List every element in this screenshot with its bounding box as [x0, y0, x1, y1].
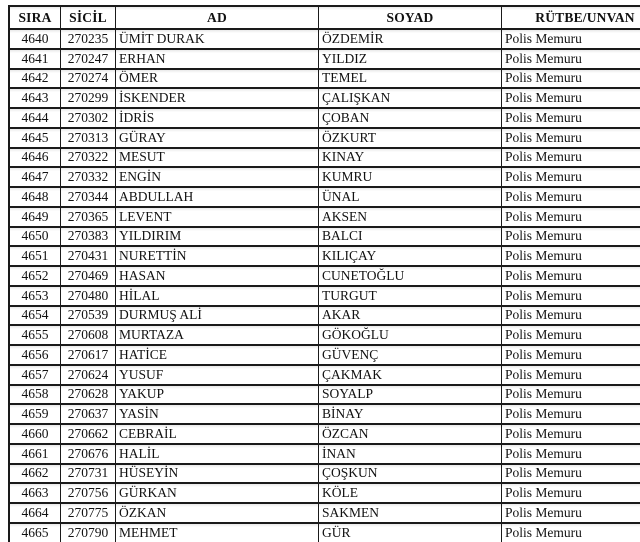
table-row [9, 69, 640, 89]
cell-ad: ÖZKAN [116, 503, 319, 523]
table-row [9, 523, 640, 542]
cell-ad: HATİCE [116, 345, 319, 365]
cell-soyad: BALCI [319, 227, 502, 247]
cell-sira: 4655 [9, 325, 61, 345]
cell-rutbe-unvan: Polis Memuru [502, 404, 640, 424]
cell-soyad: KUMRU [319, 167, 502, 187]
cell-sira: 4663 [9, 483, 61, 503]
cell-sicil: 270365 [61, 207, 116, 227]
cell-ad: YILDIRIM [116, 227, 319, 247]
cell-sicil: 270480 [61, 286, 116, 306]
cell-sira: 4664 [9, 503, 61, 523]
table-row [9, 29, 640, 49]
column-header-sicil: SİCİL [61, 6, 116, 29]
cell-ad: ABDULLAH [116, 187, 319, 207]
cell-rutbe-unvan: Polis Memuru [502, 385, 640, 405]
cell-soyad: ÇOŞKUN [319, 464, 502, 484]
cell-soyad: ÇAKMAK [319, 365, 502, 385]
cell-ad: ÖMER [116, 69, 319, 89]
cell-sicil: 270332 [61, 167, 116, 187]
cell-rutbe-unvan: Polis Memuru [502, 29, 640, 49]
cell-sicil: 270676 [61, 444, 116, 464]
cell-sicil: 270383 [61, 227, 116, 247]
cell-soyad: ÜNAL [319, 187, 502, 207]
cell-soyad: ÖZCAN [319, 424, 502, 444]
cell-sira: 4645 [9, 128, 61, 148]
table-row [9, 325, 640, 345]
cell-sicil: 270756 [61, 483, 116, 503]
cell-ad: NURETTİN [116, 246, 319, 266]
cell-sira: 4642 [9, 69, 61, 89]
cell-sira: 4652 [9, 266, 61, 286]
table-row [9, 187, 640, 207]
cell-soyad: TURGUT [319, 286, 502, 306]
cell-ad: ENGİN [116, 167, 319, 187]
cell-soyad: SOYALP [319, 385, 502, 405]
cell-soyad: ÇOBAN [319, 108, 502, 128]
cell-rutbe-unvan: Polis Memuru [502, 108, 640, 128]
cell-sicil: 270731 [61, 464, 116, 484]
cell-rutbe-unvan: Polis Memuru [502, 365, 640, 385]
cell-ad: HASAN [116, 266, 319, 286]
cell-sira: 4662 [9, 464, 61, 484]
table-row [9, 108, 640, 128]
table-row [9, 404, 640, 424]
cell-sicil: 270235 [61, 29, 116, 49]
table-row [9, 306, 640, 326]
cell-ad: HALİL [116, 444, 319, 464]
cell-soyad: ÖZKURT [319, 128, 502, 148]
cell-sira: 4643 [9, 88, 61, 108]
cell-sicil: 270247 [61, 49, 116, 69]
table-row [9, 444, 640, 464]
cell-sicil: 270299 [61, 88, 116, 108]
cell-ad: HİLAL [116, 286, 319, 306]
cell-rutbe-unvan: Polis Memuru [502, 167, 640, 187]
cell-rutbe-unvan: Polis Memuru [502, 503, 640, 523]
column-header-sira: SIRA [9, 6, 61, 29]
cell-sira: 4641 [9, 49, 61, 69]
cell-rutbe-unvan: Polis Memuru [502, 227, 640, 247]
cell-rutbe-unvan: Polis Memuru [502, 266, 640, 286]
cell-rutbe-unvan: Polis Memuru [502, 306, 640, 326]
column-header-rutbe-unvan: RÜTBE/UNVAN [502, 6, 640, 29]
cell-sicil: 270608 [61, 325, 116, 345]
cell-rutbe-unvan: Polis Memuru [502, 69, 640, 89]
cell-soyad: ÇALIŞKAN [319, 88, 502, 108]
cell-sicil: 270628 [61, 385, 116, 405]
cell-soyad: KÖLE [319, 483, 502, 503]
cell-rutbe-unvan: Polis Memuru [502, 148, 640, 168]
cell-sira: 4659 [9, 404, 61, 424]
cell-rutbe-unvan: Polis Memuru [502, 444, 640, 464]
cell-soyad: YILDIZ [319, 49, 502, 69]
cell-ad: ÜMİT DURAK [116, 29, 319, 49]
cell-ad: ERHAN [116, 49, 319, 69]
cell-sicil: 270274 [61, 69, 116, 89]
table-header-row [9, 6, 640, 29]
table-row [9, 483, 640, 503]
cell-soyad: KILIÇAY [319, 246, 502, 266]
cell-rutbe-unvan: Polis Memuru [502, 483, 640, 503]
cell-ad: YASİN [116, 404, 319, 424]
cell-rutbe-unvan: Polis Memuru [502, 187, 640, 207]
cell-rutbe-unvan: Polis Memuru [502, 424, 640, 444]
cell-ad: CEBRAİL [116, 424, 319, 444]
table-row [9, 424, 640, 444]
cell-ad: İSKENDER [116, 88, 319, 108]
cell-sira: 4651 [9, 246, 61, 266]
cell-soyad: BİNAY [319, 404, 502, 424]
column-header-soyad: SOYAD [319, 6, 502, 29]
cell-sicil: 270344 [61, 187, 116, 207]
cell-sicil: 270617 [61, 345, 116, 365]
cell-soyad: KINAY [319, 148, 502, 168]
column-header-ad: AD [116, 6, 319, 29]
cell-sicil: 270322 [61, 148, 116, 168]
cell-rutbe-unvan: Polis Memuru [502, 207, 640, 227]
cell-ad: DURMUŞ ALİ [116, 306, 319, 326]
cell-rutbe-unvan: Polis Memuru [502, 128, 640, 148]
cell-sira: 4657 [9, 365, 61, 385]
cell-sicil: 270313 [61, 128, 116, 148]
table-row [9, 128, 640, 148]
cell-sira: 4646 [9, 148, 61, 168]
cell-ad: İDRİS [116, 108, 319, 128]
cell-ad: LEVENT [116, 207, 319, 227]
cell-ad: YAKUP [116, 385, 319, 405]
table-row [9, 246, 640, 266]
table-row [9, 266, 640, 286]
cell-sicil: 270539 [61, 306, 116, 326]
cell-sicil: 270624 [61, 365, 116, 385]
cell-ad: HÜSEYİN [116, 464, 319, 484]
cell-sira: 4658 [9, 385, 61, 405]
cell-sira: 4665 [9, 523, 61, 542]
cell-sicil: 270662 [61, 424, 116, 444]
cell-sicil: 270790 [61, 523, 116, 542]
cell-sicil: 270431 [61, 246, 116, 266]
cell-sira: 4660 [9, 424, 61, 444]
cell-sira: 4653 [9, 286, 61, 306]
cell-sira: 4649 [9, 207, 61, 227]
cell-rutbe-unvan: Polis Memuru [502, 345, 640, 365]
cell-sicil: 270637 [61, 404, 116, 424]
table-row [9, 286, 640, 306]
cell-soyad: ÖZDEMİR [319, 29, 502, 49]
cell-sira: 4647 [9, 167, 61, 187]
cell-soyad: GÜR [319, 523, 502, 542]
table-header [9, 6, 640, 29]
table-row [9, 503, 640, 523]
cell-sira: 4654 [9, 306, 61, 326]
cell-soyad: GÖKOĞLU [319, 325, 502, 345]
cell-rutbe-unvan: Polis Memuru [502, 286, 640, 306]
cell-sicil: 270775 [61, 503, 116, 523]
cell-ad: MURTAZA [116, 325, 319, 345]
table-row [9, 345, 640, 365]
table-row [9, 365, 640, 385]
cell-sira: 4656 [9, 345, 61, 365]
table-row [9, 49, 640, 69]
cell-soyad: GÜVENÇ [319, 345, 502, 365]
cell-soyad: AKAR [319, 306, 502, 326]
personnel-roster-table [8, 5, 640, 542]
table-row [9, 385, 640, 405]
cell-rutbe-unvan: Polis Memuru [502, 246, 640, 266]
cell-sira: 4640 [9, 29, 61, 49]
cell-ad: MESUT [116, 148, 319, 168]
table-body [9, 29, 640, 542]
cell-soyad: CUNETOĞLU [319, 266, 502, 286]
cell-soyad: SAKMEN [319, 503, 502, 523]
table-row [9, 88, 640, 108]
cell-soyad: AKSEN [319, 207, 502, 227]
cell-sira: 4644 [9, 108, 61, 128]
cell-ad: GÜRKAN [116, 483, 319, 503]
cell-ad: YUSUF [116, 365, 319, 385]
cell-sira: 4648 [9, 187, 61, 207]
cell-sicil: 270469 [61, 266, 116, 286]
cell-sira: 4661 [9, 444, 61, 464]
cell-rutbe-unvan: Polis Memuru [502, 325, 640, 345]
cell-soyad: TEMEL [319, 69, 502, 89]
cell-rutbe-unvan: Polis Memuru [502, 88, 640, 108]
cell-rutbe-unvan: Polis Memuru [502, 464, 640, 484]
table-row [9, 207, 640, 227]
cell-rutbe-unvan: Polis Memuru [502, 523, 640, 542]
table-row [9, 148, 640, 168]
cell-ad: GÜRAY [116, 128, 319, 148]
cell-soyad: İNAN [319, 444, 502, 464]
table-row [9, 167, 640, 187]
cell-sira: 4650 [9, 227, 61, 247]
cell-ad: MEHMET [116, 523, 319, 542]
table-row [9, 227, 640, 247]
cell-rutbe-unvan: Polis Memuru [502, 49, 640, 69]
cell-sicil: 270302 [61, 108, 116, 128]
table-row [9, 464, 640, 484]
